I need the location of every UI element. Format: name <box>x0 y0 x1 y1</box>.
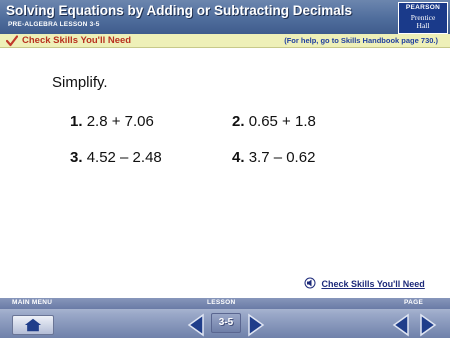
page-label: PAGE <box>404 299 424 306</box>
previous-page-button[interactable] <box>391 313 411 337</box>
footer-label-bar <box>0 298 450 309</box>
next-page-button[interactable] <box>418 313 438 337</box>
main-menu-label: MAIN MENU <box>12 299 53 306</box>
lesson-label: LESSON <box>207 299 236 306</box>
check-skills-link-text[interactable]: Check Skills You'll Need <box>321 279 425 289</box>
check-skills-link[interactable] <box>304 274 425 292</box>
main-menu-button[interactable] <box>12 315 54 335</box>
lesson-subtitle: PRE-ALGEBRA LESSON 3-5 <box>8 21 100 28</box>
help-note: (For help, go to Skills Handbook page 730.) <box>284 36 438 45</box>
problem-3 <box>70 149 162 166</box>
problem-number: 1. <box>70 113 83 130</box>
page-title: Solving Equations by Adding or Subtracting Decimals <box>6 3 353 18</box>
problem-expression: 3.7 – 0.62 <box>248 149 316 166</box>
problem-expression: 2.8 + 7.06 <box>86 113 154 130</box>
logo-publisher: PEARSON <box>405 4 441 11</box>
problem-number: 3. <box>70 149 83 166</box>
left-arrow-icon <box>186 313 206 337</box>
problem-4 <box>232 149 315 166</box>
problem-expression: 4.52 – 2.48 <box>86 149 162 166</box>
previous-lesson-button[interactable] <box>186 313 206 337</box>
speaker-icon <box>304 277 317 289</box>
logo-imprint-line-2: Hall <box>416 21 430 30</box>
pearson-logo <box>398 2 448 34</box>
check-skills-strip <box>0 34 450 48</box>
problem-number: 4. <box>232 149 245 166</box>
logo-imprint <box>399 14 447 30</box>
problem-1 <box>70 113 154 130</box>
home-icon <box>13 316 53 334</box>
next-lesson-button[interactable] <box>246 313 266 337</box>
lesson-code: 3-5 <box>218 317 234 328</box>
problem-number: 2. <box>232 113 245 130</box>
right-arrow-icon <box>418 313 438 337</box>
header-bar <box>0 0 450 34</box>
instruction-text: Simplify. <box>52 74 108 91</box>
problem-expression: 0.65 + 1.8 <box>248 113 316 130</box>
check-skills-heading: Check Skills You'll Need <box>22 35 132 46</box>
problem-2 <box>232 113 316 130</box>
logo-imprint-line-1: Prentice <box>410 13 436 22</box>
lesson-button[interactable] <box>211 313 241 333</box>
right-arrow-icon <box>246 313 266 337</box>
left-arrow-icon <box>391 313 411 337</box>
check-icon <box>6 35 18 47</box>
navigation-footer <box>0 298 450 338</box>
